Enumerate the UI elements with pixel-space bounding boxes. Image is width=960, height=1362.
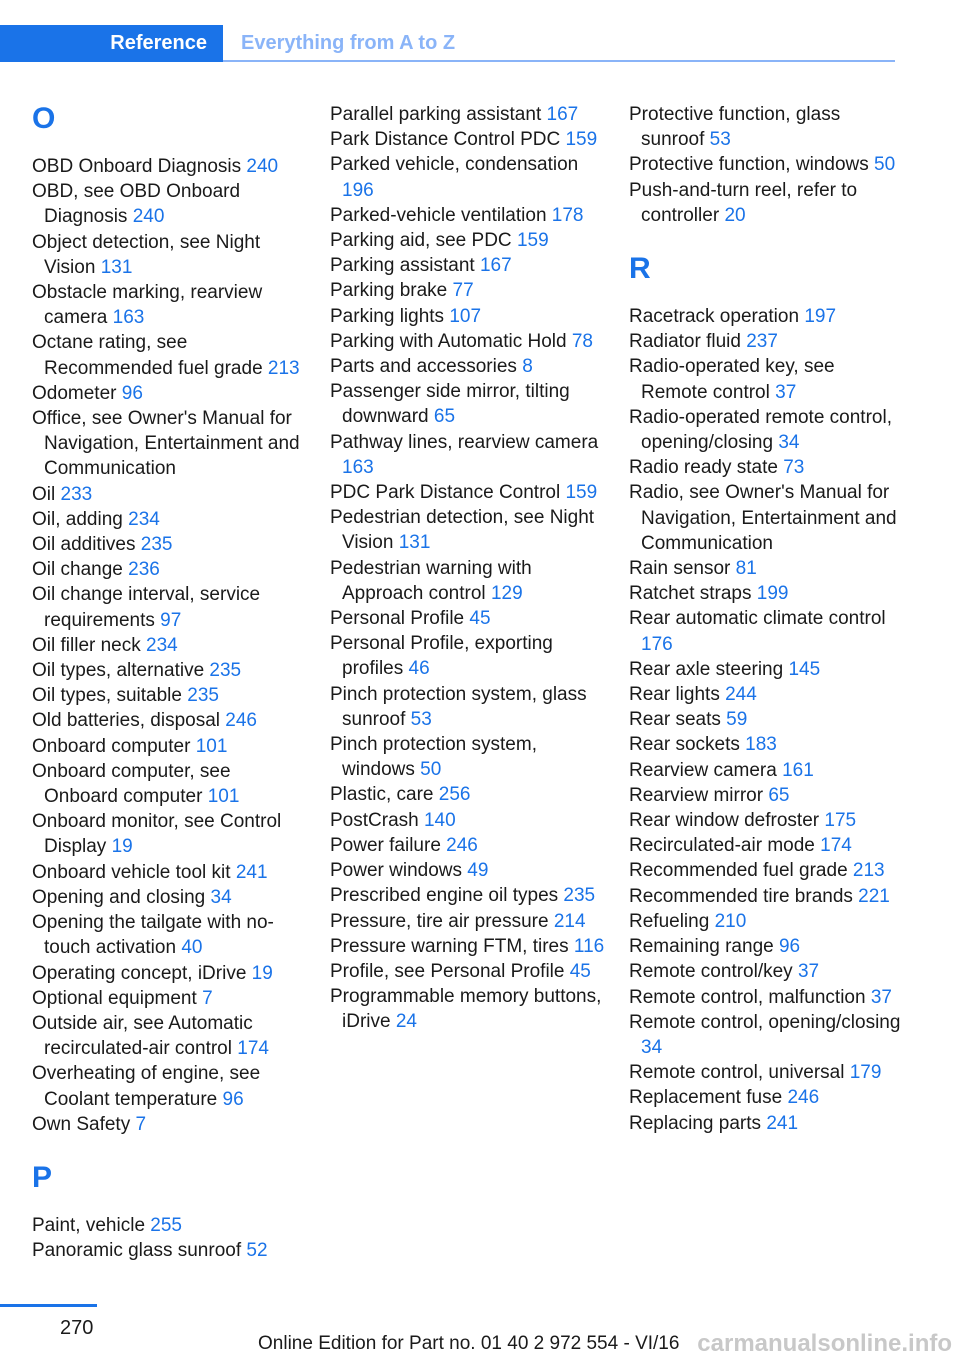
index-entry-text: Oil filler neck [32, 634, 141, 656]
index-entry [629, 682, 904, 707]
index-page-link[interactable]: 240 [132, 206, 165, 228]
index-entry-text: Onboard vehicle tool kit [32, 861, 231, 883]
index-page-link[interactable]: 240 [246, 156, 279, 177]
index-page-link[interactable]: 178 [551, 204, 584, 226]
index-entry [330, 984, 605, 1034]
index-page-link[interactable]: 37 [775, 381, 797, 403]
index-page-link[interactable]: 34 [210, 886, 232, 908]
index-entry [629, 178, 904, 228]
index-entry [629, 985, 904, 1010]
index-entry-text: Park Distance Control PDC [330, 129, 561, 151]
index-entry-text: Onboard monitor, see Control Display [32, 811, 282, 858]
index-page-link[interactable]: 221 [858, 885, 890, 907]
index-entry-text: Outside air, see Automatic recirculated-air control [32, 1012, 253, 1060]
index-entry-text: Panoramic glass sunroof [32, 1240, 242, 1262]
index-entry-text: Remote control, malfunction [629, 986, 866, 1008]
index-entry-text: Rear window defroster [629, 810, 820, 832]
index-entry-text: Oil change interval, service requirements [32, 584, 261, 631]
index-entry [629, 152, 904, 177]
index-entry-text: OBD, see OBD Onboard Diagnosis [32, 181, 241, 228]
index-page-link[interactable]: 116 [573, 935, 605, 957]
index-page-link[interactable]: 241 [766, 1112, 799, 1134]
index-entry [629, 354, 904, 404]
index-entry-text: Recirculated-air mode [629, 835, 815, 857]
index-column-2 [330, 102, 605, 1035]
index-entry [32, 179, 307, 229]
index-entry [330, 102, 605, 127]
index-entry-text: Parking brake [330, 280, 448, 302]
index-page-link[interactable]: 65 [433, 406, 456, 428]
index-entry-text: Operating concept, iDrive [32, 962, 247, 984]
index-entry-text: Pressure, tire air pressure [330, 910, 549, 932]
index-page-link[interactable]: 246 [787, 1087, 820, 1109]
index-page-link[interactable]: 52 [246, 1240, 268, 1262]
index-entry-text: Passenger side mirror, tilting downward [330, 381, 570, 428]
index-entry [629, 808, 904, 833]
index-entry-text: Oil [32, 483, 56, 505]
index-page-link[interactable]: 145 [788, 658, 821, 680]
index-entry-text: Push-and-turn reel, refer to controller [629, 179, 858, 226]
index-entry [330, 682, 605, 732]
index-page-link[interactable]: 59 [726, 709, 748, 731]
index-entry [629, 758, 904, 783]
index-page-link[interactable]: 101 [207, 786, 240, 808]
footer-divider [0, 1304, 97, 1307]
index-entry-text: Parts and accessories [330, 356, 517, 378]
index-page-link[interactable]: 174 [820, 835, 852, 857]
index-entry [629, 884, 904, 909]
index-entry-text: Obstacle marking, rearview camera [32, 282, 263, 329]
index-page-link[interactable]: 235 [140, 534, 173, 556]
index-letter-heading: O [32, 102, 56, 135]
index-entry-text: Rear lights [629, 684, 720, 706]
index-page-link[interactable]: 19 [111, 836, 133, 858]
index-page-link[interactable]: 159 [565, 129, 598, 151]
index-entry [32, 986, 307, 1011]
index-entry-text: Programmable memory buttons, iDrive [330, 986, 602, 1033]
index-entry-text: Rain sensor [629, 558, 731, 580]
index-entry [330, 934, 605, 959]
index-entry [629, 329, 904, 354]
index-page-link[interactable]: 246 [225, 710, 257, 732]
index-page-link[interactable]: 96 [222, 1088, 244, 1110]
index-entry-text: Personal Profile [330, 608, 465, 630]
index-entry-text: Pressure warning FTM, tires [330, 935, 569, 957]
index-entry-text: Pedestrian detection, see Night Vision [330, 507, 595, 554]
index-entry [330, 253, 605, 278]
index-entry-text: Own Safety [32, 1113, 131, 1135]
index-page-link[interactable]: 34 [641, 1036, 663, 1058]
index-page-link[interactable]: 97 [160, 609, 182, 631]
index-entry [32, 708, 307, 733]
index-entry-text: Rear axle steering [629, 658, 784, 680]
edition-note: Online Edition for Part no. 01 40 2 972 554 - VI/16 [258, 1333, 680, 1354]
index-entry [330, 606, 605, 631]
index-entry [330, 858, 605, 883]
index-entry [629, 934, 904, 959]
index-entry-text: Opening and closing [32, 886, 206, 908]
index-entry [629, 707, 904, 732]
index-page-link[interactable]: 96 [121, 382, 143, 404]
index-page-link[interactable]: 81 [735, 558, 757, 580]
index-entry-text: Power failure [330, 834, 441, 856]
index-page-link[interactable]: 53 [410, 708, 432, 730]
index-entry-text: Rearview mirror [629, 784, 764, 806]
index-entry [629, 455, 904, 480]
index-entry-text: Parking aid, see PDC [330, 230, 512, 252]
index-page-link[interactable]: 19 [251, 962, 273, 984]
index-entry [32, 582, 307, 632]
index-page-link[interactable]: 167 [479, 255, 512, 277]
index-entry [32, 1061, 307, 1111]
index-page-link[interactable]: 20 [724, 204, 746, 226]
index-entry [629, 783, 904, 808]
index-entry-text: Refueling [629, 910, 710, 932]
index-entry-text: Oil types, suitable [32, 685, 182, 707]
index-entry [330, 883, 605, 908]
index-page-link[interactable]: 255 [150, 1214, 182, 1236]
index-entry-text: Parallel parking assistant [330, 104, 542, 125]
index-entry [32, 532, 307, 557]
index-entry-text: Optional equipment [32, 987, 197, 1009]
index-page-link[interactable]: 7 [202, 987, 213, 1009]
index-entry [330, 304, 605, 329]
watermark: carmanualsonline.info [697, 1330, 952, 1357]
index-page-link[interactable]: 197 [804, 306, 837, 328]
index-entry [629, 480, 904, 556]
index-entry-text: Recommended fuel grade [629, 860, 848, 882]
index-page-link[interactable]: 73 [783, 457, 805, 479]
index-page-link[interactable]: 140 [423, 809, 456, 831]
index-entry [629, 1111, 904, 1136]
index-page-link[interactable]: 131 [100, 256, 133, 278]
index-page-link[interactable]: 214 [553, 910, 586, 932]
index-entry [330, 480, 605, 505]
index-entry [32, 759, 307, 809]
index-entry [32, 280, 307, 330]
index-entry [330, 782, 605, 807]
index-entry-text: Prescribed engine oil types [330, 885, 559, 907]
index-entry-text: Pinch protection system, glass sunroof [330, 683, 587, 730]
index-page-link[interactable]: 234 [128, 508, 160, 530]
index-entry [330, 556, 605, 606]
index-page-link[interactable]: 77 [452, 280, 474, 302]
index-entry [629, 405, 904, 455]
index-page-link[interactable]: 49 [467, 860, 489, 882]
index-entry [330, 430, 605, 480]
index-page-link[interactable]: 45 [469, 608, 491, 630]
index-entry-text: Oil types, alternative [32, 660, 205, 682]
index-letter-heading: P [32, 1160, 53, 1194]
index-page-link[interactable]: 167 [546, 104, 579, 125]
index-entry-text: Oil change [32, 559, 123, 581]
index-entry-text: Pathway lines, rearview camera [330, 431, 599, 453]
index-entry-text: Ratchet straps [629, 583, 752, 605]
index-page-link[interactable]: 246 [446, 834, 478, 856]
index-letter-heading: R [629, 252, 651, 286]
index-entry [629, 833, 904, 858]
index-entry [330, 203, 605, 228]
section-subtitle[interactable]: Everything from A to Z [241, 32, 456, 54]
index-entry-text: Parked-vehicle ventilation [330, 204, 547, 226]
index-entry [330, 631, 605, 681]
index-entry-text: Profile, see Personal Profile [330, 960, 565, 982]
index-entry [629, 732, 904, 757]
index-page-link[interactable]: 234 [146, 634, 178, 656]
index-entry-text: Radio ready state [629, 457, 778, 479]
index-page-link[interactable]: 241 [235, 861, 268, 883]
index-page-link[interactable]: 175 [824, 810, 857, 832]
index-page-link[interactable]: 213 [852, 860, 885, 882]
index-entry-text: Remote control, universal [629, 1062, 845, 1084]
index-entry [32, 633, 307, 658]
index-entry-text: Overheating of engine, see Coolant temperature [32, 1063, 261, 1110]
index-column-1 [32, 102, 307, 1263]
index-entry [330, 909, 605, 934]
index-entry-text: Radio, see Owner's Manual for Navigation, Entertainment and Communication [629, 482, 897, 554]
index-entry [32, 860, 307, 885]
index-entry-text: Remote control/key [629, 961, 793, 983]
index-entry [629, 657, 904, 682]
index-entry-text: Paint, vehicle [32, 1214, 146, 1236]
index-page-link[interactable]: 7 [135, 1113, 147, 1135]
index-page-link[interactable]: 101 [195, 735, 228, 757]
index-entry [629, 1060, 904, 1085]
index-entry [32, 1238, 307, 1263]
index-page-link[interactable]: 235 [563, 885, 596, 907]
index-entry-text: PDC Park Distance Control [330, 482, 561, 504]
index-entry-text: Parked vehicle, condensation [330, 154, 579, 176]
index-page-link[interactable]: 50 [420, 759, 442, 781]
index-entry [629, 1085, 904, 1110]
index-entry [32, 1112, 307, 1137]
index-entry [32, 683, 307, 708]
index-page-link[interactable]: 244 [725, 684, 757, 706]
page-number: 270 [60, 1317, 94, 1339]
index-entry-text: Plastic, care [330, 784, 434, 806]
index-entry [629, 304, 904, 329]
index-page-link[interactable]: 65 [768, 784, 790, 806]
index-page-link[interactable]: 235 [187, 685, 219, 707]
index-page-link[interactable]: 183 [745, 734, 777, 756]
index-entry [32, 557, 307, 582]
index-entry-text: Office, see Owner's Manual for Navigation, Entertainment and Communication [32, 408, 300, 480]
index-entry [32, 330, 307, 380]
index-entry [629, 102, 904, 152]
index-entry [32, 910, 307, 960]
index-page-link[interactable]: 37 [797, 961, 820, 983]
index-entry [32, 734, 307, 759]
index-page-link[interactable]: 236 [128, 559, 160, 581]
index-page-link[interactable]: 163 [342, 456, 374, 478]
index-page-link[interactable]: 199 [756, 583, 789, 605]
index-entry-text: Oil, adding [32, 508, 123, 530]
index-page-link[interactable]: 40 [181, 937, 203, 959]
index-entry [32, 406, 307, 482]
index-entry-text: Replacement fuse [629, 1087, 783, 1109]
index-entry [330, 732, 605, 782]
index-page-link[interactable]: 34 [778, 432, 800, 454]
index-entry [330, 833, 605, 858]
index-page-link[interactable]: 131 [398, 532, 431, 554]
index-page-link[interactable]: 159 [565, 482, 598, 504]
index-entry-text: OBD Onboard Diagnosis [32, 156, 242, 177]
index-entry-text: Parking assistant [330, 255, 475, 277]
index-page-link[interactable]: 179 [849, 1062, 882, 1084]
index-page-link[interactable]: 8 [522, 356, 533, 378]
index-page-link[interactable]: 96 [778, 936, 801, 958]
index-entry-text: Protective function, windows [629, 154, 869, 176]
index-page-link[interactable]: 129 [490, 582, 523, 604]
index-page-link[interactable]: 46 [408, 658, 430, 680]
index-entry-text: Rearview camera [629, 759, 777, 781]
index-entry-text: PostCrash [330, 809, 419, 831]
index-entry-text: Radio-operated key, see Remote control [629, 356, 835, 403]
index-entry [330, 959, 605, 984]
index-entry [629, 1010, 904, 1060]
index-entry-text: Rear sockets [629, 734, 740, 756]
index-entry [32, 154, 307, 179]
index-entry-text: Rear seats [629, 709, 721, 731]
index-entry-text: Racetrack operation [629, 306, 800, 328]
index-entry [629, 581, 904, 606]
index-entry [629, 858, 904, 883]
index-entry-text: Opening the tailgate with no-touch activation [32, 912, 274, 959]
index-entry [32, 658, 307, 683]
index-entry-text: Remote control, opening/closing [629, 1011, 901, 1033]
index-entry [629, 959, 904, 984]
index-page-link[interactable]: 50 [874, 154, 896, 176]
index-entry-text: Personal Profile, exporting profiles [330, 633, 553, 680]
index-page-link[interactable]: 24 [395, 1011, 417, 1033]
index-entry [330, 505, 605, 555]
index-entry-text: Recommended tire brands [629, 885, 853, 907]
index-page-link[interactable]: 159 [516, 230, 549, 252]
index-page-link[interactable]: 196 [342, 179, 374, 201]
index-entry [32, 507, 307, 532]
index-entry-text: Pinch protection system, windows [330, 734, 537, 781]
index-page-link[interactable]: 210 [714, 910, 747, 932]
index-page-link[interactable]: 174 [237, 1038, 269, 1060]
index-entry [330, 808, 605, 833]
index-entry [32, 961, 307, 986]
index-entry [330, 152, 605, 202]
index-entry [32, 885, 307, 910]
index-entry [330, 228, 605, 253]
index-entry-text: Remaining range [629, 936, 774, 958]
index-page-link[interactable]: 161 [782, 759, 814, 781]
index-entry-text: Replacing parts [629, 1112, 762, 1134]
index-column-3 [629, 102, 904, 1136]
index-entry-text: Pedestrian warning with Approach control [330, 557, 532, 604]
index-entry [330, 278, 605, 303]
index-entry [32, 230, 307, 280]
section-tab-reference[interactable]: Reference [0, 25, 223, 62]
index-entry-text: Old batteries, disposal [32, 710, 220, 732]
index-page-link[interactable]: 256 [438, 784, 471, 806]
index-page-link[interactable]: 53 [709, 129, 731, 151]
index-page-link[interactable]: 213 [267, 357, 300, 379]
index-entry-text: Onboard computer, see Onboard computer [32, 760, 231, 808]
index-entry [330, 354, 605, 379]
index-entry-text: Power windows [330, 860, 462, 882]
index-entry [629, 556, 904, 581]
index-entry-text: Parking with Automatic Hold [330, 330, 567, 352]
index-page-link[interactable]: 237 [746, 331, 778, 353]
index-entry-text: Rear automatic climate control [629, 608, 886, 630]
index-entry-text: Odometer [32, 382, 117, 404]
index-entry-text: Onboard computer [32, 735, 191, 757]
index-entry-text: Oil additives [32, 534, 136, 556]
index-entry-text: Radiator fluid [629, 331, 741, 353]
index-entry-text: Octane rating, see Recommended fuel grade [32, 332, 263, 379]
index-entry [330, 329, 605, 354]
index-entry [32, 482, 307, 507]
index-entry [32, 381, 307, 406]
index-page-link[interactable]: 107 [449, 305, 482, 327]
index-page-link[interactable]: 78 [571, 330, 593, 352]
index-page-link[interactable]: 163 [112, 307, 145, 329]
index-page-link[interactable]: 37 [870, 986, 892, 1008]
index-entry-text: Radio-operated remote control, opening/closing [629, 406, 892, 454]
page-header [0, 25, 895, 62]
index-entry-text: Protective function, glass sunroof [629, 104, 841, 151]
index-entry [32, 1011, 307, 1061]
index-entry-text: Object detection, see Night Vision [32, 231, 261, 278]
header-divider [223, 60, 895, 62]
index-entry [629, 909, 904, 934]
index-entry-text: Parking lights [330, 305, 445, 327]
index-entry [32, 809, 307, 859]
index-page-link[interactable]: 45 [569, 960, 591, 982]
index-page-link[interactable]: 235 [209, 660, 242, 682]
index-entry [330, 127, 605, 152]
index-page-link[interactable]: 176 [641, 633, 673, 655]
index-page-link[interactable]: 233 [60, 483, 93, 505]
index-entry [32, 1213, 307, 1238]
index-entry [330, 379, 605, 429]
index-entry [629, 606, 904, 656]
